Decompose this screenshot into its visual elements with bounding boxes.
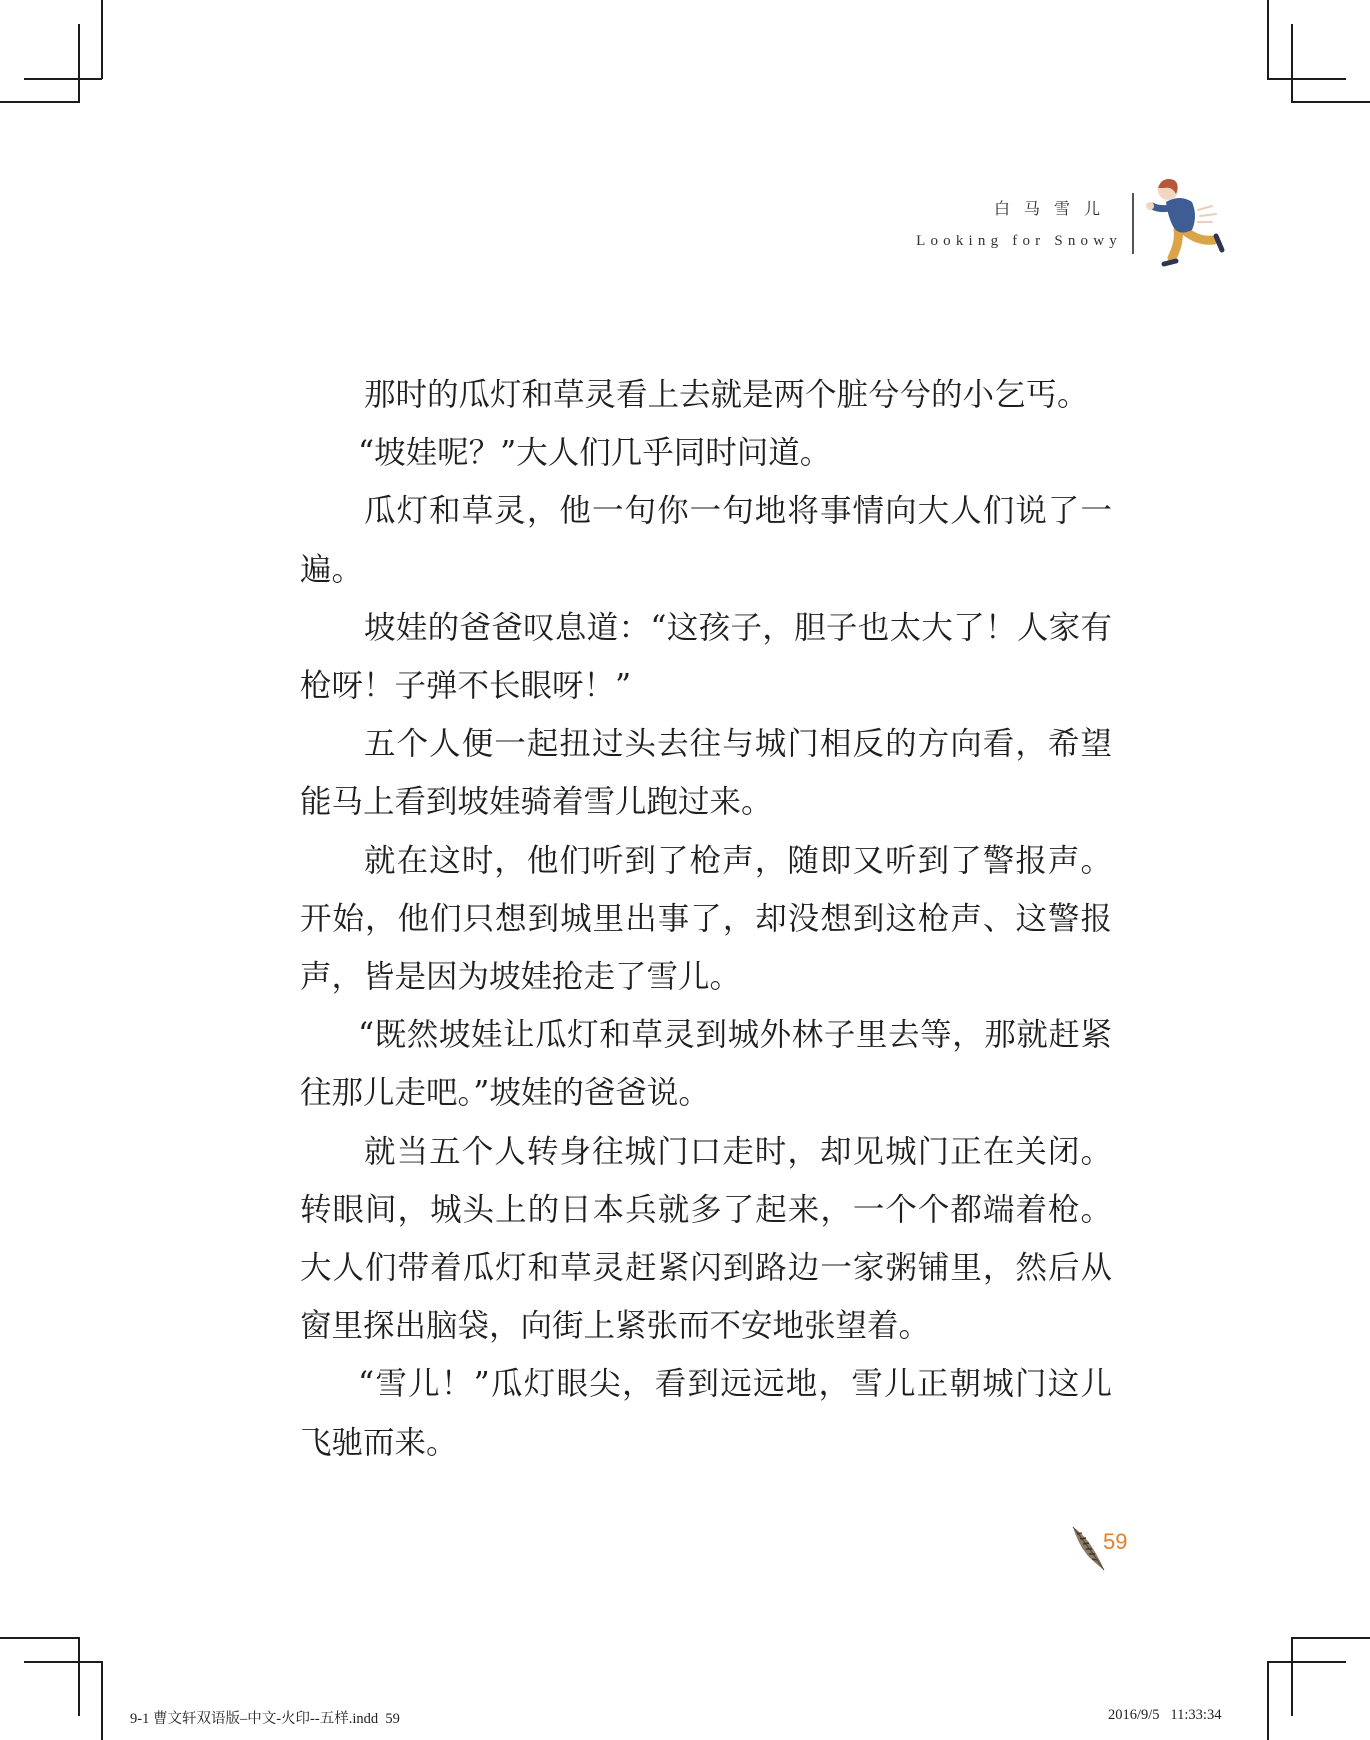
running-header-title-en: Looking for Snowy xyxy=(916,233,1122,249)
running-boy-icon xyxy=(1140,172,1240,272)
crop-mark xyxy=(1267,0,1269,79)
crop-mark xyxy=(0,101,79,103)
crop-mark xyxy=(1291,1637,1370,1639)
running-header-title-cn: 白马雪儿 xyxy=(993,199,1114,218)
crop-mark xyxy=(101,1661,103,1740)
paragraph: 那时的瓜灯和草灵看上去就是两个脏兮兮的小乞丐。 xyxy=(364,377,1089,413)
paragraph: 五个人便一起扭过头去往与城门相反的方向看，希望能马上看到坡娃骑着雪儿跑过来。 xyxy=(300,726,1112,821)
paragraph: “既然坡娃让瓜灯和草灵到城外林子里去等，那就赶紧往那儿走吧。”坡娃的爸爸说。 xyxy=(300,1017,1112,1112)
slug-timestamp: 2016/9/5 11:33:34 xyxy=(1108,1707,1222,1723)
chapter-body xyxy=(300,366,1112,1472)
crop-mark xyxy=(1291,1637,1293,1716)
header-divider xyxy=(1132,193,1134,254)
crop-mark xyxy=(101,0,103,79)
paragraph: 就当五个人转身往城门口走时，却见城门正在关闭。转眼间，城头上的日本兵就多了起来，一个个都端着枪。大人们带着瓜灯和草灵赶紧闪到路边一家粥铺里，然后从窗里探出脑袋，向街上紧张而不安地张望着。 xyxy=(300,1133,1112,1345)
crop-mark xyxy=(1291,24,1293,103)
crop-mark xyxy=(1267,1661,1346,1663)
feather-icon xyxy=(1068,1522,1108,1572)
crop-mark xyxy=(78,24,80,103)
paragraph: 瓜灯和草灵，他一句你一句地将事情向大人们说了一遍。 xyxy=(300,493,1112,588)
crop-mark xyxy=(78,1637,80,1716)
page-number: 59 xyxy=(1103,1529,1128,1554)
crop-mark xyxy=(1267,78,1346,80)
paragraph: “坡娃呢？”大人们几乎同时问道。 xyxy=(358,435,832,472)
crop-mark xyxy=(1291,101,1370,103)
crop-mark xyxy=(0,1637,79,1639)
crop-mark xyxy=(1267,1661,1269,1740)
paragraph: 坡娃的爸爸叹息道：“这孩子，胆子也太大了！人家有枪呀！子弹不长眼呀！” xyxy=(300,609,1112,705)
crop-mark xyxy=(24,78,102,80)
paragraph: “雪儿！”瓜灯眼尖，看到远远地，雪儿正朝城门这儿飞驰而来。 xyxy=(300,1366,1112,1461)
paragraph: 就在这时，他们听到了枪声，随即又听到了警报声。开始，他们只想到城里出事了，却没想到这枪声、这警报声，皆是因为坡娃抢走了雪儿。 xyxy=(300,842,1112,996)
crop-mark xyxy=(24,1661,103,1663)
slug-file-label: 9-1 曹文轩双语版–中文-火印--五样.indd 59 xyxy=(130,1711,400,1727)
